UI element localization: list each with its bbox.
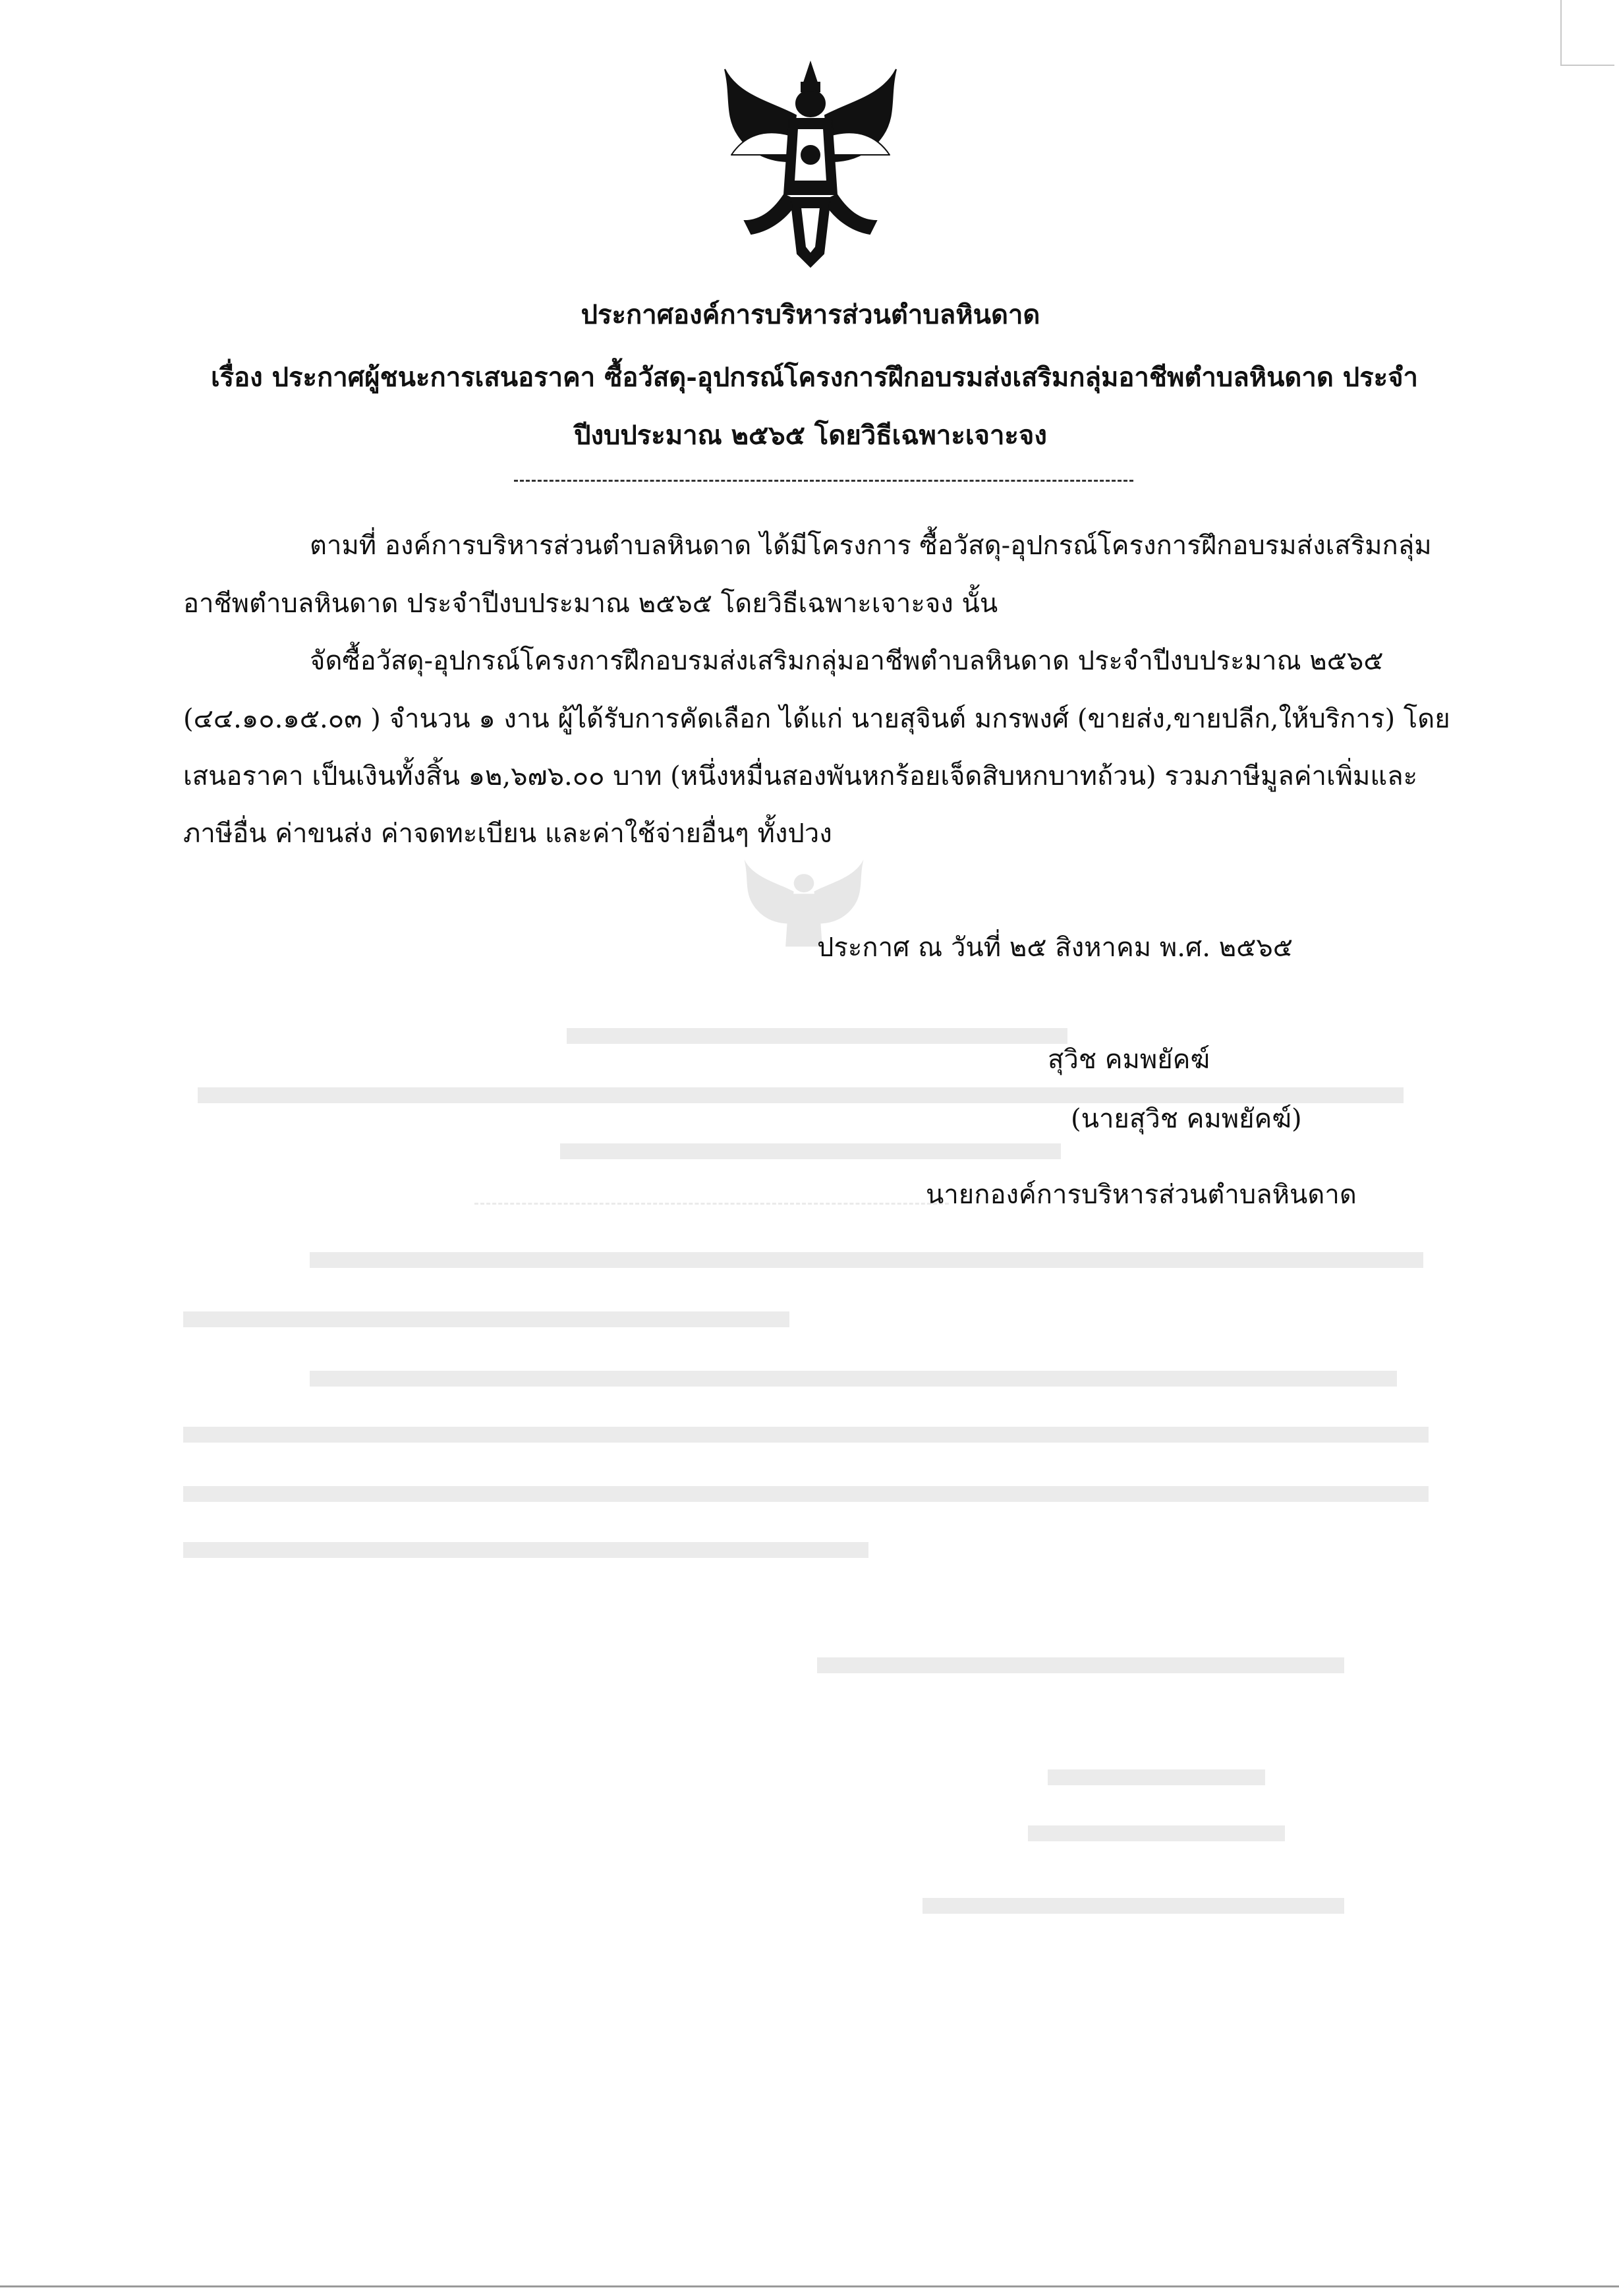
paragraph-1-line-2: อาชีพตำบลหินดาด ประจำปีงบประมาณ ๒๕๖๕ โดยวิธีเฉพาะเจาะจง นั้น: [183, 588, 998, 619]
scan-edge-bottom: [0, 2285, 1619, 2287]
garuda-emblem-icon: [712, 56, 909, 273]
signatory-position: นายกองค์การบริหารส่วนตำบลหินดาด: [926, 1180, 1357, 1210]
paragraph-2-line-3: เสนอราคา เป็นเงินทั้งสิ้น ๑๒,๖๗๖.๐๐ บาท (หนึ่งหมื่นสองพันหกร้อยเจ็ดสิบหกบาทถ้วน) รวมภาษีมูลค่าเพิ่มและ: [183, 761, 1418, 791]
scan-edge: [1560, 0, 1562, 66]
paragraph-2-line-2: (๔๔.๑๐.๑๕.๐๓ ) จำนวน ๑ งาน ผู้ได้รับการคัดเลือก ได้แก่ นายสุจินต์ มกรพงศ์ (ขายส่ง,ขายปลีก,ให้บริการ) โดย: [183, 704, 1450, 734]
document-subject-line-1: เรื่อง ประกาศผู้ชนะการเสนอราคา ซื้อวัสดุ-อุปกรณ์โครงการฝึกอบรมส่งเสริมกลุ่มอาชีพตำบลหินดาด ประจำ: [211, 362, 1419, 393]
document-subject-line-2: ปีงบประมาณ ๒๕๖๕ โดยวิธีเฉพาะเจาะจง: [574, 420, 1047, 451]
signatory-printed-name: (นายสุวิช คมพยัคฆ์): [1071, 1104, 1302, 1134]
paragraph-2-line-4: ภาษีอื่น ค่าขนส่ง ค่าจดทะเบียน และค่าใช้จ่ายอื่นๆ ทั้งปวง: [183, 818, 832, 849]
document-title: ประกาศองค์การบริหารส่วนตำบลหินดาด: [581, 299, 1040, 330]
announcement-date: ประกาศ ณ วันที่ ๒๕ สิงหาคม พ.ศ. ๒๕๖๕: [817, 933, 1293, 963]
scan-edge-corner: [1562, 65, 1614, 66]
paragraph-1-line-1: ตามที่ องค์การบริหารส่วนตำบลหินดาด ได้มีโครงการ ซื้อวัสดุ-อุปกรณ์โครงการฝึกอบรมส่งเสริมกลุ่ม: [310, 531, 1432, 561]
title-divider: [514, 480, 1133, 482]
signature-name: สุวิช คมพยัคฆ์: [1048, 1045, 1210, 1075]
paragraph-2-line-1: จัดซื้อวัสดุ-อุปกรณ์โครงการฝึกอบรมส่งเสริมกลุ่มอาชีพตำบลหินดาด ประจำปีงบประมาณ ๒๕๖๕: [310, 646, 1384, 676]
